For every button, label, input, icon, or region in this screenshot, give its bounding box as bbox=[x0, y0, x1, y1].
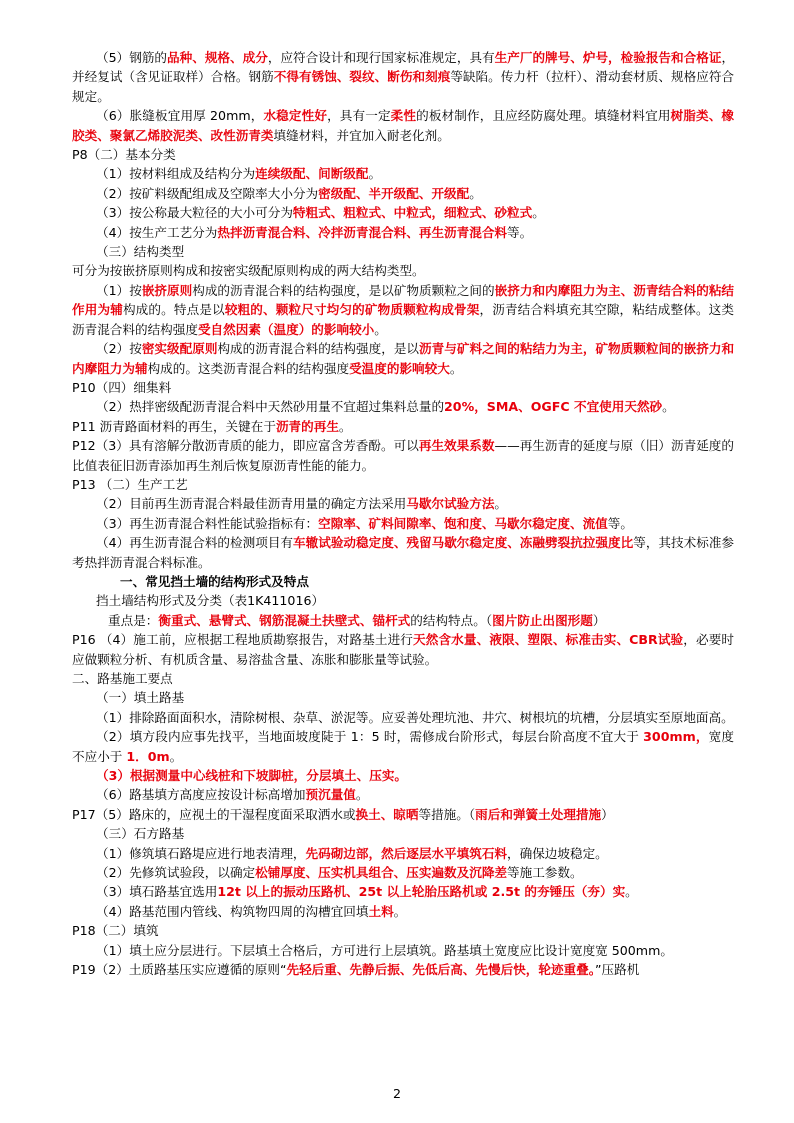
text-run: （1）按材料组成及结构分为 bbox=[96, 166, 256, 182]
text-run: 20%，SMA、OGFC 不宜使用天然砂 bbox=[444, 399, 663, 415]
paragraph bbox=[72, 145, 734, 164]
text-run: 图片防止出图形题 bbox=[492, 612, 593, 628]
paragraph bbox=[72, 863, 734, 882]
text-run: 特粗式、粗粒式、中粒式，细粒式、砂粒式 bbox=[292, 205, 533, 221]
text-run: ，并经复试（含见证取样）合格。钢筋 bbox=[72, 50, 735, 85]
text-run: （6）路基填方高度应按设计标高增加 bbox=[96, 787, 306, 803]
paragraph bbox=[72, 533, 734, 572]
paragraph bbox=[72, 339, 734, 378]
text-run: 热拌沥青混合料、冷拌沥青混合料、再生沥青混合料 bbox=[217, 224, 508, 240]
text-run: （1）按 bbox=[96, 282, 142, 298]
text-run: （1）排除路面面积水，清除树根、杂草、淤泥等。应妥善处理坑池、井穴、树根坑的坑槽，分层填实至原地面高。 bbox=[96, 709, 734, 725]
paragraph bbox=[72, 475, 734, 494]
text-run: 。 bbox=[494, 496, 508, 512]
text-run: 松铺厚度、压实机具组合、压实遍数及沉降差 bbox=[255, 865, 508, 881]
text-run: 树脂类、橡胶类、聚氯乙烯胶泥类、改性沥青类 bbox=[72, 108, 735, 143]
text-run: ，必要时应做颗粒分析、有机质含量、易溶盐含量、冻胀和膨胀量等试验。 bbox=[72, 632, 735, 667]
text-run: P13 （二）生产工艺 bbox=[72, 476, 188, 492]
text-run: 。 bbox=[393, 903, 407, 919]
paragraph bbox=[72, 436, 734, 475]
paragraph bbox=[72, 688, 734, 707]
text-run: 构成的。这类沥青混合料的结构强度 bbox=[147, 360, 350, 376]
text-run: 可分为按嵌挤原则构成和按密实级配原则构成的两大结构类型。 bbox=[72, 263, 425, 279]
paragraph bbox=[72, 630, 734, 669]
text-run: ，应符合设计和现行国家标准规定，具有 bbox=[267, 50, 495, 65]
text-run: 衡重式、悬臂式、钢筋混凝土扶壁式、锚杆式 bbox=[158, 612, 411, 628]
paragraph bbox=[72, 960, 734, 979]
text-run: 预沉量值 bbox=[305, 787, 356, 803]
text-run: 等措施。（ bbox=[418, 806, 476, 822]
paragraph bbox=[72, 902, 734, 921]
paragraph bbox=[72, 921, 734, 940]
text-run: （2）按矿料级配组成及空隙率大小分为 bbox=[96, 185, 319, 201]
text-run: （5）钢筋的 bbox=[96, 50, 168, 65]
paragraph bbox=[72, 785, 734, 804]
text-run: 。 bbox=[368, 166, 382, 182]
text-run: P16 （4）施工前，应根据工程地质勘察报告，对路基土进行 bbox=[72, 632, 414, 648]
paragraph bbox=[72, 611, 734, 630]
page-number: 2 bbox=[392, 1086, 401, 1101]
text-run: ，确保边坡稳定。 bbox=[507, 845, 608, 861]
text-run: 的板材制作，且应经防腐处理。填缝材料宜用 bbox=[416, 108, 671, 124]
text-run: 一、常见挡土墙的结构形式及特点 bbox=[120, 573, 309, 589]
text-run: 等。 bbox=[607, 515, 633, 531]
text-run: 等。 bbox=[507, 224, 533, 240]
text-run: P8（二）基本分类 bbox=[72, 147, 176, 163]
paragraph bbox=[72, 203, 734, 222]
text-run: 沥青与矿料之间的粘结力为主，矿物质颗粒间的嵌挤力和内摩阻力为辅 bbox=[72, 341, 735, 376]
text-run: 连续级配、间断级配 bbox=[255, 166, 369, 182]
paragraph bbox=[72, 417, 734, 436]
text-run: 构成的沥青混合料的结构强度，是以 bbox=[217, 341, 420, 357]
text-run: 先码砌边部，然后逐层水平填筑石料 bbox=[305, 845, 508, 861]
paragraph bbox=[72, 397, 734, 416]
text-run: 天然含水量、液限、塑限、标准击实、CBR试验 bbox=[413, 632, 684, 648]
text-run: （4）再生沥青混合料的检测项目有 bbox=[96, 535, 294, 551]
text-run: （3）填石路基宜选用 bbox=[96, 884, 218, 900]
text-run: 不得有锈蚀、裂纹、断伤和刻痕 bbox=[273, 69, 451, 85]
paragraph bbox=[72, 669, 734, 688]
text-run: （2）按 bbox=[96, 341, 142, 357]
text-run: 300mm， bbox=[643, 729, 709, 745]
text-run: 密实级配原则 bbox=[141, 341, 218, 357]
text-run: （2）热拌密级配沥青混合料中天然砂用量不宜超过集料总量的 bbox=[96, 399, 445, 415]
paragraph bbox=[72, 164, 734, 183]
text-run: 较粗的、颗粒尺寸均匀的矿物质颗粒构成骨架 bbox=[224, 302, 480, 318]
text-run: 。 bbox=[374, 321, 387, 337]
paragraph bbox=[72, 494, 734, 513]
text-run: 。 bbox=[625, 884, 638, 900]
text-run: P10（四）细集料 bbox=[72, 379, 172, 395]
text-run: 柔性 bbox=[390, 108, 417, 124]
text-run: （4）路基范围内管线、构筑物四周的沟槽宜回填 bbox=[96, 903, 369, 919]
text-run: 土料 bbox=[368, 903, 394, 919]
paragraph bbox=[72, 261, 734, 280]
paragraph bbox=[72, 242, 734, 261]
paragraph bbox=[72, 708, 734, 727]
text-run: 。 bbox=[469, 185, 482, 201]
text-run: 二、路基施工要点 bbox=[72, 671, 173, 686]
text-run: 车辙试验动稳定度、残留马歇尔稳定度、冻融劈裂抗拉强度比 bbox=[293, 535, 634, 551]
paragraph bbox=[72, 805, 734, 824]
paragraph bbox=[72, 941, 734, 960]
text-run: ） bbox=[311, 593, 325, 609]
paragraph bbox=[72, 106, 734, 145]
text-run: P17（5）路床的，应视土的干湿程度面采取洒水或 bbox=[72, 806, 356, 822]
text-run: （2）先修筑试验段，以确定 bbox=[96, 865, 256, 881]
text-run: 先轻后重、先静后振、先低后高、先慢后快，轮迹重叠。 bbox=[286, 962, 596, 978]
text-run: （1）修筑填石路堤应进行地表清理， bbox=[96, 845, 306, 861]
text-run: （4）按生产工艺分为 bbox=[96, 224, 218, 240]
paragraph bbox=[72, 727, 734, 766]
text-run: 马歇尔试验方法 bbox=[406, 496, 495, 512]
text-run: （2）填方段内应事先找平，当地面坡度陡于 1：5 时，需修成台阶形式，每层台阶高度不宜大于 bbox=[96, 729, 644, 745]
text-run: 。 bbox=[449, 360, 463, 376]
text-run: 嵌挤力和内摩阻力为主、沥青结合料的粘结作用为辅 bbox=[72, 282, 735, 318]
text-run: 等缺陷。传力杆（拉杆）、滑动套材质、规格应符合规定。 bbox=[72, 69, 735, 104]
text-run: 沥青的再生 bbox=[275, 418, 339, 434]
text-run: ） bbox=[592, 612, 606, 628]
text-run: 挡土墙结构形式及分类（ bbox=[96, 593, 235, 609]
text-run: 的结构特点。（ bbox=[410, 612, 493, 628]
text-run: 雨后和弹簧土处理措施 bbox=[475, 806, 602, 822]
text-run: （2）目前再生沥青混合料最佳沥青用量的确定方法采用 bbox=[96, 496, 407, 512]
text-run: 构成的。特点是以 bbox=[122, 302, 225, 318]
paragraph bbox=[72, 223, 734, 242]
text-run: （三）结构类型 bbox=[96, 244, 185, 260]
text-run: 再生效果系数 bbox=[418, 438, 495, 454]
text-run: （3）再生沥青混合料性能试验指标有： bbox=[96, 515, 319, 531]
paragraph bbox=[72, 882, 734, 901]
text-run: P19（2）土质路基压实应遵循的原则“ bbox=[72, 962, 287, 978]
text-run: 生产厂的牌号、炉号，检验报告和合格证 bbox=[494, 50, 722, 65]
text-run: （三）石方路基 bbox=[96, 826, 185, 842]
text-run: ） bbox=[601, 806, 614, 822]
text-run: 水稳定性好 bbox=[263, 108, 328, 124]
text-run: 1．0m bbox=[126, 748, 170, 764]
text-run: 空隙率、矿料间隙率、饱和度、马歇尔稳定度、流值 bbox=[318, 515, 608, 531]
text-run: 表1K411016 bbox=[234, 593, 312, 609]
text-run: 等施工参数。 bbox=[507, 865, 583, 881]
text-run: 嵌挤原则 bbox=[141, 282, 193, 298]
paragraph bbox=[72, 184, 734, 203]
text-run: 受自然因素（温度）的影响较小 bbox=[197, 321, 375, 337]
text-run: P12（3）具有溶解分散沥青质的能力，即应富含芳香酚。可以 bbox=[72, 438, 419, 454]
paragraph bbox=[72, 844, 734, 863]
text-run: 等，其技术标准参考热拌沥青混合料标准。 bbox=[72, 535, 735, 570]
text-run: （1）填土应分层进行。下层填土合格后，方可进行上层填筑。路基填土宽度应比设计宽度宽 500mm。 bbox=[96, 942, 673, 958]
paragraph bbox=[72, 766, 734, 785]
paragraph bbox=[72, 572, 734, 591]
paragraph bbox=[72, 591, 734, 610]
text-run: 。 bbox=[532, 205, 545, 221]
text-run: 受温度的影响较大 bbox=[349, 360, 450, 376]
text-run: 密级配、半开级配、开级配 bbox=[318, 185, 470, 201]
paragraph bbox=[72, 378, 734, 397]
text-run: P18（二）填筑 bbox=[72, 923, 159, 939]
text-run: 品种、规格、成分 bbox=[167, 50, 268, 65]
document-body bbox=[72, 48, 734, 980]
paragraph bbox=[72, 281, 734, 339]
text-run: 。 bbox=[355, 787, 369, 803]
text-run: （3）按公称最大粒径的大小可分为 bbox=[96, 205, 293, 221]
text-run: ”压路机 bbox=[595, 962, 640, 978]
text-run: 分层填土、压实。 bbox=[306, 768, 408, 784]
text-run: 填缝材料，并宜加入耐老化剂。 bbox=[273, 127, 450, 143]
text-run: 。 bbox=[662, 399, 675, 415]
paragraph bbox=[72, 824, 734, 843]
text-run: 。 bbox=[338, 418, 352, 434]
text-run: 宽度不应小于 bbox=[72, 729, 734, 764]
text-run: ——再生沥青的延度与原（旧）沥青延度的比值表征旧沥青添加再生剂后恢复原沥青性能的能力。 bbox=[72, 438, 735, 473]
text-run: 。 bbox=[169, 748, 183, 764]
text-run: 构成的沥青混合料的结构强度，是以矿物质颗粒之间的 bbox=[192, 282, 495, 298]
text-run: 换土、晾晒 bbox=[355, 806, 419, 822]
text-run: P11 沥青路面材料的再生，关键在于 bbox=[72, 418, 276, 434]
text-run: ，沥青结合料填充其空隙，粘结成整体。这类沥青混合料的结构强度 bbox=[72, 302, 735, 337]
text-run: （3）根据测量中心线桩和下坡脚桩， bbox=[96, 768, 307, 784]
text-run: ，具有一定 bbox=[327, 108, 391, 124]
text-run: （6）胀缝板宜用厚 20mm， bbox=[96, 108, 264, 124]
paragraph bbox=[72, 514, 734, 533]
text-run: （一）填土路基 bbox=[96, 690, 185, 706]
text-run: 12t 以上的振动压路机、25t 以上轮胎压路机或 2.5t 的夯锤压（夯）实 bbox=[217, 884, 626, 900]
text-run: 重点是： bbox=[108, 612, 159, 628]
paragraph bbox=[72, 48, 734, 106]
